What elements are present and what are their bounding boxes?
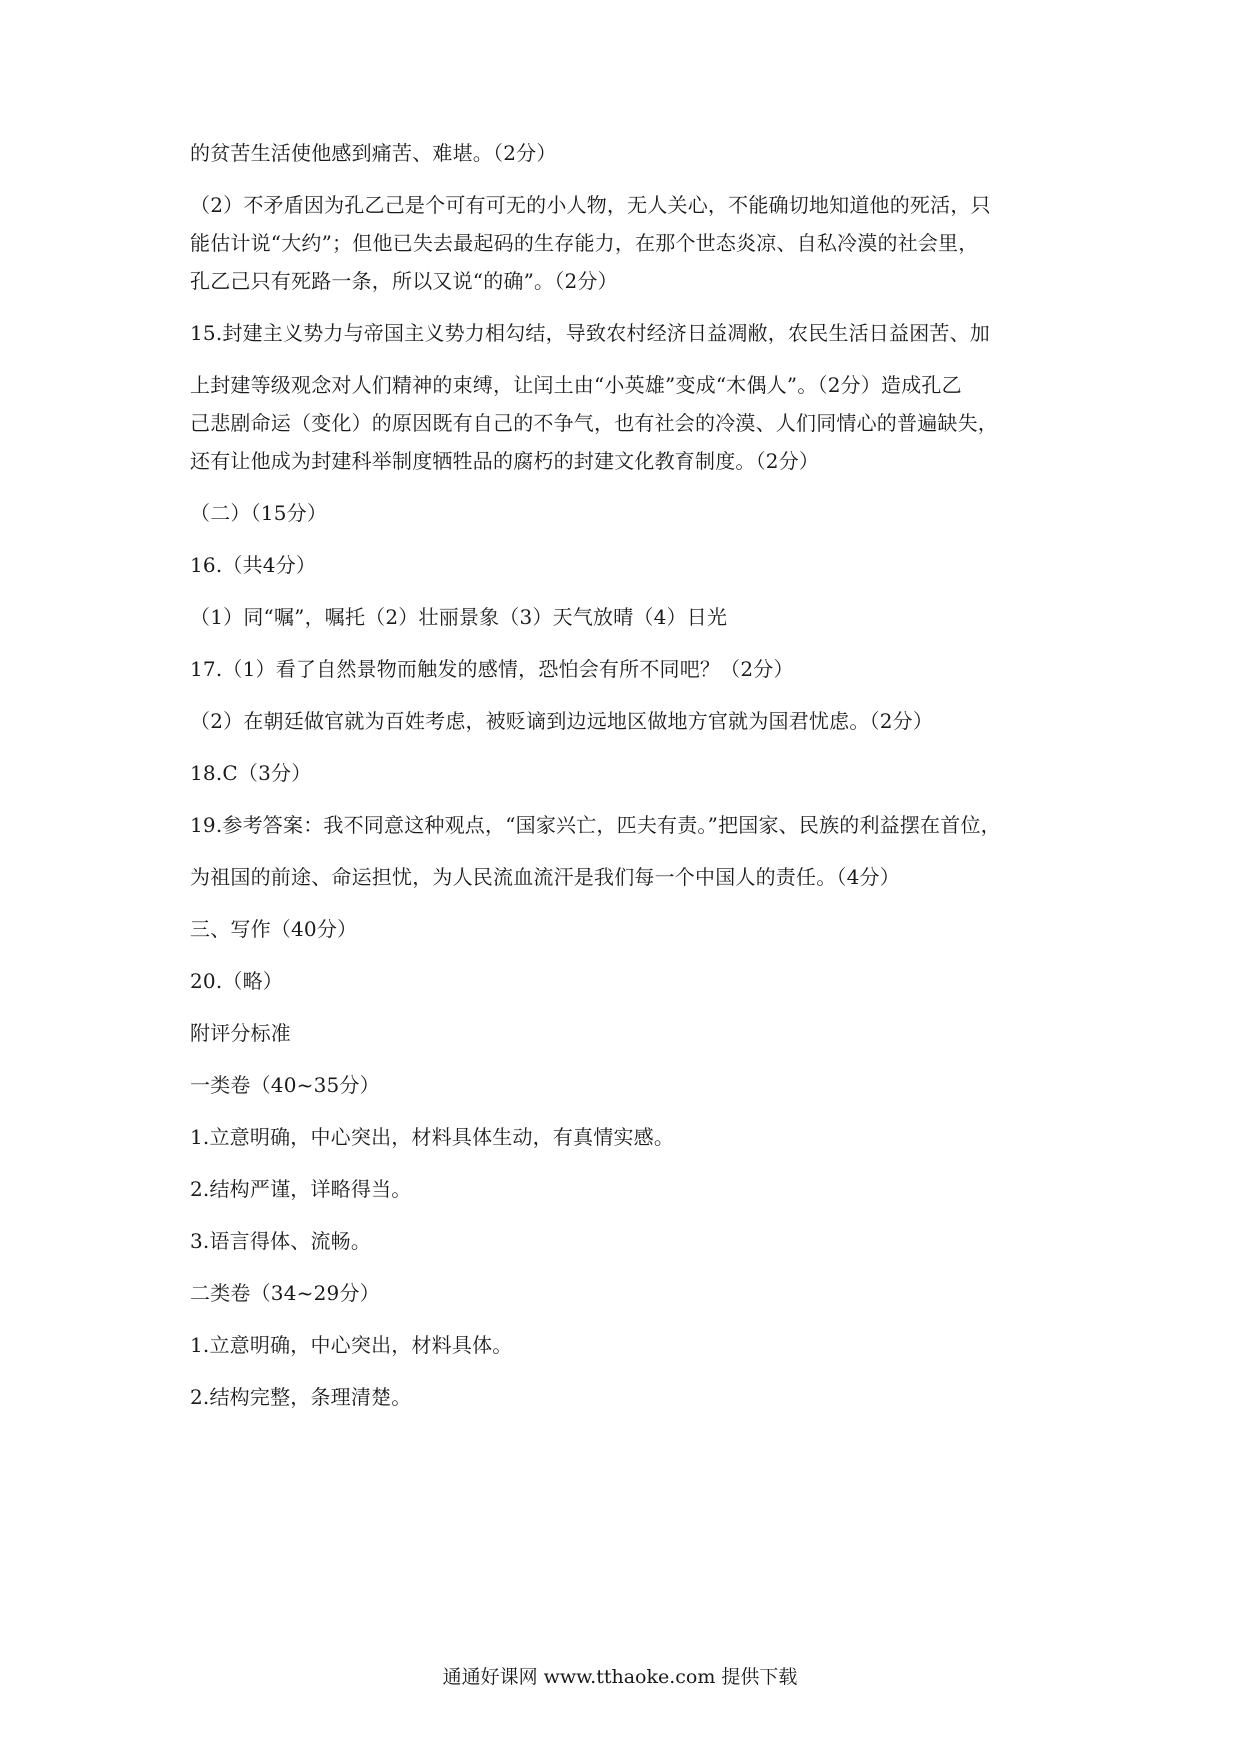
text-line: 2.结构完整，条理清楚。: [190, 1385, 412, 1409]
text-line: 二类卷（34~29分）: [190, 1281, 380, 1305]
text-line: 还有让他成为封建科举制度牺牲品的腐朽的封建文化教育制度。（2分）: [190, 449, 820, 473]
text-line: 己悲剧命运（变化）的原因既有自己的不争气，也有社会的冷漠、人们同情心的普遍缺失，: [190, 411, 998, 435]
section-heading: （二）（15分）: [190, 501, 328, 525]
text-line: 能估计说“大约”；但他已失去最起码的生存能力，在那个世态炎凉、自私冷漠的社会里，: [190, 231, 979, 255]
text-line: （2）在朝廷做官就为百姓考虑，被贬谪到边远地区做地方官就为国君忧虑。（2分）: [190, 709, 934, 733]
text-line: （1）同“嘱”，嘱托（2）壮丽景象（3）天气放晴（4）日光: [190, 605, 728, 629]
text-line: 上封建等级观念对人们精神的束缚，让闰土由“小英雄”变成“木偶人”。（2分）造成孔乙: [190, 373, 962, 397]
text-line: 19.参考答案：我不同意这种观点，“国家兴亡，匹夫有责。”把国家、民族的利益摆在首位，: [190, 813, 1001, 837]
text-line: 孔乙己只有死路一条，所以又说“的确”。（2分）: [190, 269, 618, 293]
text-line: 3.语言得体、流畅。: [190, 1229, 372, 1253]
text-line: 一类卷（40~35分）: [190, 1073, 380, 1097]
text-line: 的贫苦生活使他感到痛苦、难堪。（2分）: [190, 141, 557, 165]
text-line: 15.封建主义势力与帝国主义势力相勾结，导致农村经济日益凋敝，农民生活日益困苦、加: [190, 321, 991, 345]
section-heading: 三、写作（40分）: [190, 917, 358, 941]
text-line: 1.立意明确，中心突出，材料具体生动，有真情实感。: [190, 1125, 675, 1149]
text-line: 17.（1）看了自然景物而触发的感情，恐怕会有所不同吧？（2分）: [190, 657, 794, 681]
text-line: 2.结构严谨，详略得当。: [190, 1177, 412, 1201]
text-line: 16.（共4分）: [190, 553, 317, 577]
text-line: 1.立意明确，中心突出，材料具体。: [190, 1333, 513, 1357]
text-line: 附评分标准: [190, 1021, 291, 1045]
text-line: 18.C（3分）: [190, 761, 312, 785]
page-footer: 通通好课网 www.tthaoke.com 提供下载: [442, 1666, 798, 1688]
text-line: 20.（略）: [190, 969, 284, 993]
text-line: 为祖国的前途、命运担忧，为人民流血流汗是我们每一个中国人的责任。（4分）: [190, 865, 900, 889]
text-line: （2）不矛盾因为孔乙己是个可有可无的小人物，无人关心，不能确切地知道他的死活，只: [190, 193, 991, 217]
